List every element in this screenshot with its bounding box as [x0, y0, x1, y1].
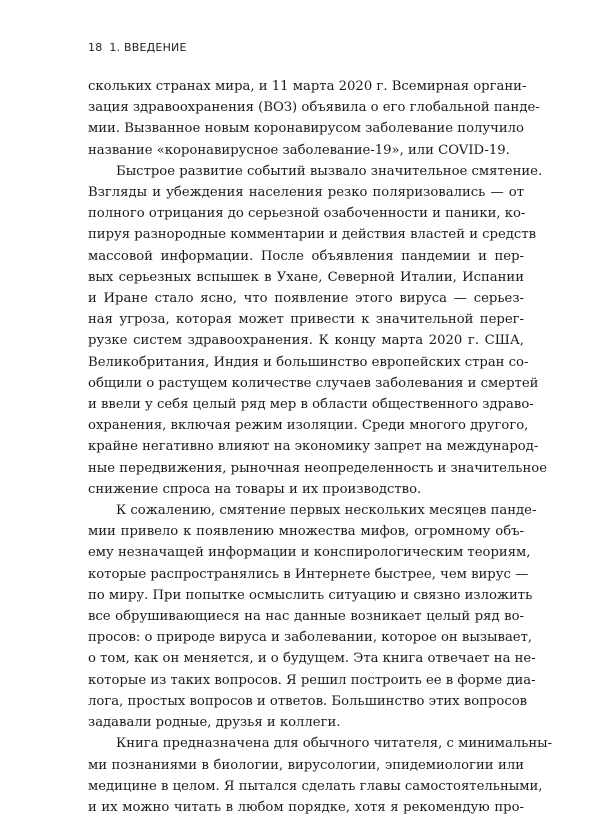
text-line: по миру. При попытке осмыслить ситуацию и связно изложить [88, 587, 533, 603]
text-line: которые из таких вопросов. Я решил построить ее в форме диа- [88, 672, 536, 688]
text-line: и ввели у себя целый ряд мер в области общественного здраво- [88, 397, 534, 413]
text-line: задавали родные, друзья и коллеги. [88, 715, 341, 731]
text-line: и их можно читать в любом порядке, хотя я рекомендую про- [88, 799, 524, 815]
text-line: общили о растущем количестве случаев заболевания и смертей [88, 375, 539, 391]
paragraph [88, 733, 553, 818]
text-line: о том, как он меняется, и о будущем. Эта книга отвечает на не- [88, 651, 536, 667]
paragraph [88, 500, 537, 733]
text-line: крайне негативно влияют на экономику запрет на международ- [88, 439, 539, 455]
text-line: ная угроза, которая может привести к значительной перег- [88, 312, 524, 328]
text-line: полного отрицания до серьезной озабоченности и паники, ко- [88, 206, 526, 222]
text-line: ные передвижения, рыночная неопределенность и значительное [88, 460, 547, 476]
text-line: медицине в целом. Я пытался сделать главы самостоятельными, [88, 778, 543, 794]
text-line: Великобритания, Индия и большинство европейских стран со- [88, 354, 529, 370]
text-line: скольких странах мира, и 11 марта 2020 г. Всемирная органи- [88, 79, 527, 94]
text-line: лога, простых вопросов и ответов. Большинство этих вопросов [88, 693, 528, 709]
text-line: К сожалению, смятение первых нескольких месяцев панде- [116, 503, 537, 519]
text-line: которые распространялись в Интернете быстрее, чем вирус — [88, 566, 529, 582]
page-number: 18 [88, 41, 103, 54]
text-line: просов: о природе вируса и заболевании, которое он вызывает, [88, 630, 533, 646]
text-line: охранения, включая режим изоляции. Среди многого другого, [88, 418, 529, 434]
text-line: название «коронавирусное заболевание-19», или COVID-19. [88, 142, 510, 158]
text-line: пируя разнородные комментарии и действия властей и средств [88, 227, 537, 243]
running-head [88, 41, 187, 54]
text-line: Взгляды и убеждения населения резко поляризовались — от [88, 185, 524, 201]
text-line: вых серьезных вспышек в Ухане, Северной Италии, Испании [88, 269, 524, 285]
text-line: снижение спроса на товары и их производство. [88, 481, 422, 497]
text-line: Быстрое развитие событий вызвало значительное смятение. [116, 163, 543, 179]
text-line: ми познаниями в биологии, вирусологии, эпидемиологии или [88, 757, 524, 773]
text-line: все обрушивающиеся на нас данные возникает целый ряд во- [88, 609, 524, 625]
text-line: мии. Вызванное новым коронавирусом заболевание получило [88, 121, 524, 137]
text-line: зация здравоохранения (ВОЗ) объявила о его глобальной панде- [88, 100, 540, 116]
text-line: массовой информации. После объявления пандемии и пер- [88, 248, 524, 264]
chapter-title: 1. ВВЕДЕНИЕ [109, 41, 187, 54]
text-line: рузке систем здравоохранения. К концу марта 2020 г. США, [88, 333, 524, 349]
paragraph [88, 161, 547, 500]
paragraph [88, 76, 540, 161]
text-line: и Иране стало ясно, что появление этого вируса — серьез- [88, 291, 524, 307]
body-text [88, 76, 553, 818]
text-line: ему незначащей информации и конспирологическим теориям, [88, 545, 531, 561]
text-line: мии привело к появлению множества мифов, огромному объ- [88, 524, 524, 540]
text-line: Книга предназначена для обычного читателя, с минимальны- [116, 736, 553, 752]
